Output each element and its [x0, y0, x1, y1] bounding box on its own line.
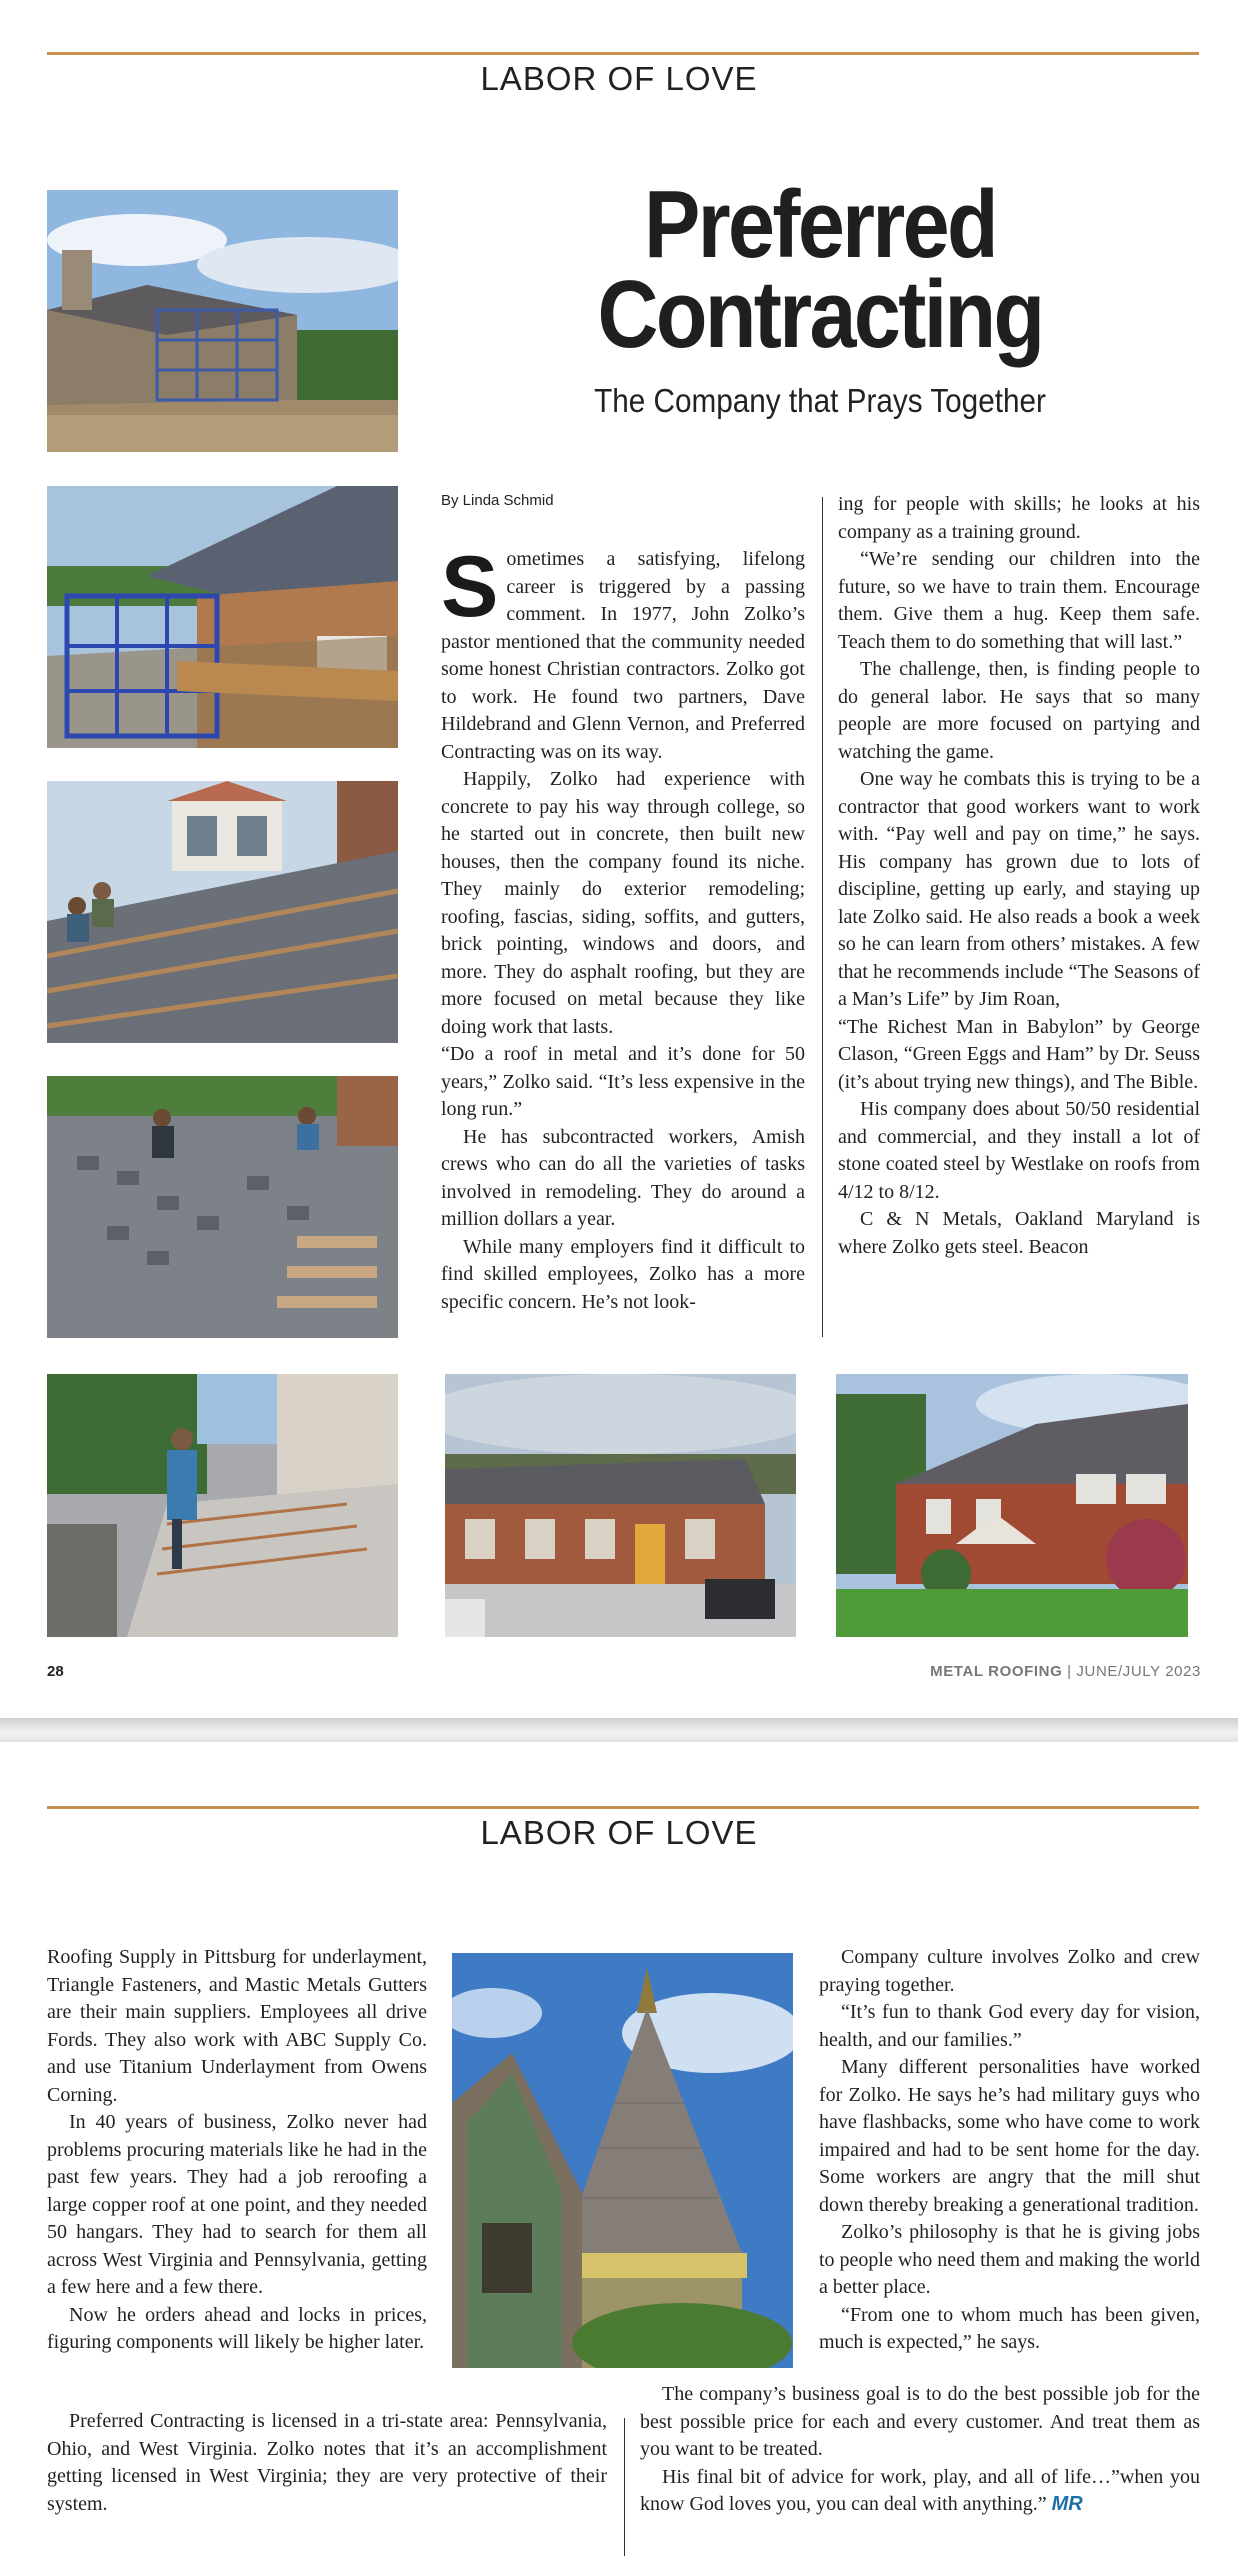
paragraph: Happily, Zolko had experience with concrete to pay his way through college, so he started out in concrete, then built new houses, then the company found its niche. They mainly do exterior remodeling; roofing, fascias, siding, soffits, and gutters, brick pointing, windows and doors, and more. They do asphalt roofing, but they are more focused on metal because they like doing work that lasts. — [441, 768, 805, 1038]
paragraph: Many different personalities have worked for Zolko. He says he’s had military guys who have flashbacks, some who have come to work impaired and had to be sent home for the day. Some workers are angry that the mill shut down thereby breaking a generational tradition. — [819, 2056, 1200, 2216]
byline: By Linda Schmid — [441, 492, 554, 509]
photo-stone-house-scaffolding — [47, 190, 398, 452]
paragraph: In 40 years of business, Zolko never had problems procuring materials like he had in the past few years. They had a job reroofing a large copper roof at one point, and they needed 50 hangars. They had to search for them all across West Virginia and Pennsylvania, getting a few here and a few there. — [47, 2111, 427, 2298]
article-column-2 — [819, 1944, 1200, 2357]
footer-date: JUNE/JULY 2023 — [1076, 1663, 1201, 1680]
paragraph: The challenge, then, is finding people to do general labor. He says that so many people are more focused on partying and watching the game. — [838, 658, 1200, 763]
page-separator — [0, 1718, 1238, 1742]
paragraph: Preferred Contracting is licensed in a tri-state area: Pennsylvania, Ohio, and West Virginia. Zolko notes that it’s an accomplishment getting licensed in West Virginia; they are very protective of their system. — [47, 2410, 607, 2515]
column-divider — [624, 2418, 625, 2556]
paragraph: Roofing Supply in Pittsburg for underlayment, Triangle Fasteners, and Mastic Metals Gutters are their main suppliers. Employees all drive Fords. They also work with ABC Supply Co. and use Titanium Underlayment from Owens Corning. — [47, 1946, 427, 2106]
drop-cap: S — [441, 539, 499, 635]
article-bottom-right — [640, 2381, 1200, 2519]
article-bottom-left — [47, 2408, 607, 2518]
paragraph: The company’s business goal is to do the best possible job for the best possible price for each and every customer. And treat them as you want to be treated. — [640, 2383, 1200, 2460]
article-subtitle: The Company that Prays Together — [594, 382, 1046, 419]
paragraph: C & N Metals, Oakland Maryland is where Zolko gets steel. Beacon — [838, 1208, 1200, 1258]
column-divider — [822, 497, 823, 1337]
title-line-2: Contracting — [597, 261, 1043, 368]
paragraph: While many employers find it difficult to find skilled employees, Zolko has a more specific concern. He’s not look- — [441, 1235, 805, 1313]
paragraph: ometimes a satisfying, lifelong career is triggered by a passing comment. In 1977, John Zolko’s pastor mentioned that the community needed some honest Christian contractors. Zolko got to work. He found two partners, Dave Hildebrand and Glenn Vernon, and Preferred Contracting was on its way. — [441, 548, 805, 763]
photo-slate-turret — [452, 1953, 793, 2368]
article-column-2 — [838, 491, 1200, 1261]
signoff-mark: MR — [1051, 2493, 1083, 2515]
photo-slate-roof-scaffold — [47, 486, 398, 748]
paragraph: Zolko’s philosophy is that he is giving jobs to people who need them and making the world a better place. — [819, 2221, 1201, 2298]
paragraph: “Do a roof in metal and it’s done for 50 years,” Zolko said. “It’s less expensive in the long run.” — [441, 1043, 805, 1120]
paragraph: ing for people with skills; he looks at his company as a training ground. — [838, 493, 1200, 543]
paragraph: “It’s fun to thank God every day for vision, health, and our families.” — [819, 2001, 1200, 2051]
photo-workers-laying-slate — [47, 1076, 398, 1338]
footer-brand: METAL ROOFING — [930, 1663, 1063, 1680]
article-title — [486, 171, 1155, 368]
magazine-page-29 — [0, 1742, 1238, 2560]
page-number: 28 — [47, 1663, 64, 1680]
paragraph: Now he orders ahead and locks in prices, figuring components will likely be higher later. — [47, 2303, 427, 2353]
title-line-1: Preferred — [644, 171, 996, 278]
header-rule — [47, 1806, 1199, 1809]
paragraph: His final bit of advice for work, play, and all of life…”when you know God loves you, you can deal with anything.” — [640, 2465, 1200, 2515]
photo-cupola-workers — [47, 781, 398, 1043]
paragraph: One way he combats this is trying to be a contractor that good workers want to work with. “Pay well and pay on time,” he says. His company has grown due to lots of discipline, getting up early, and staying up late Zolko said. He also reads a book a week so he can learn from others’ mistakes. A few that he recommends include “The Seasons of a Man’s Life” by Jim Roan, — [838, 768, 1200, 1010]
paragraph: Company culture involves Zolko and crew praying together. — [819, 1946, 1200, 1996]
running-footer — [930, 1663, 1201, 1680]
paragraph: “From one to whom much has been given, much is expected,” he says. — [819, 2303, 1200, 2353]
paragraph: He has subcontracted workers, Amish crews who can do all the varieties of tasks involved in remodeling. They do around a million dollars a year. — [441, 1125, 805, 1230]
article-column-1 — [47, 1944, 427, 2357]
paragraph: “The Richest Man in Babylon” by George Clason, “Green Eggs and Ham” by Dr. Seuss (it’s about trying new things), and The Bible. — [838, 1015, 1200, 1093]
section-header: LABOR OF LOVE — [480, 60, 758, 97]
header-rule — [47, 52, 1199, 55]
photo-commercial-building-roof — [445, 1374, 796, 1637]
paragraph: “We’re sending our children into the future, so we have to train them. Encourage them. Give them a hug. Keep them safe. Teach them to do something that will last.” — [838, 548, 1200, 653]
paragraph: His company does about 50/50 residential and commercial, and they install a lot of stone coated steel by Westlake on roofs from 4/12 to 8/12. — [838, 1098, 1200, 1203]
section-header: LABOR OF LOVE — [480, 1814, 758, 1851]
photo-brick-building-lawn — [836, 1374, 1188, 1637]
article-column-1 — [441, 539, 805, 1316]
photo-worker-copper-roof — [47, 1374, 398, 1637]
footer-separator: | — [1067, 1663, 1072, 1680]
